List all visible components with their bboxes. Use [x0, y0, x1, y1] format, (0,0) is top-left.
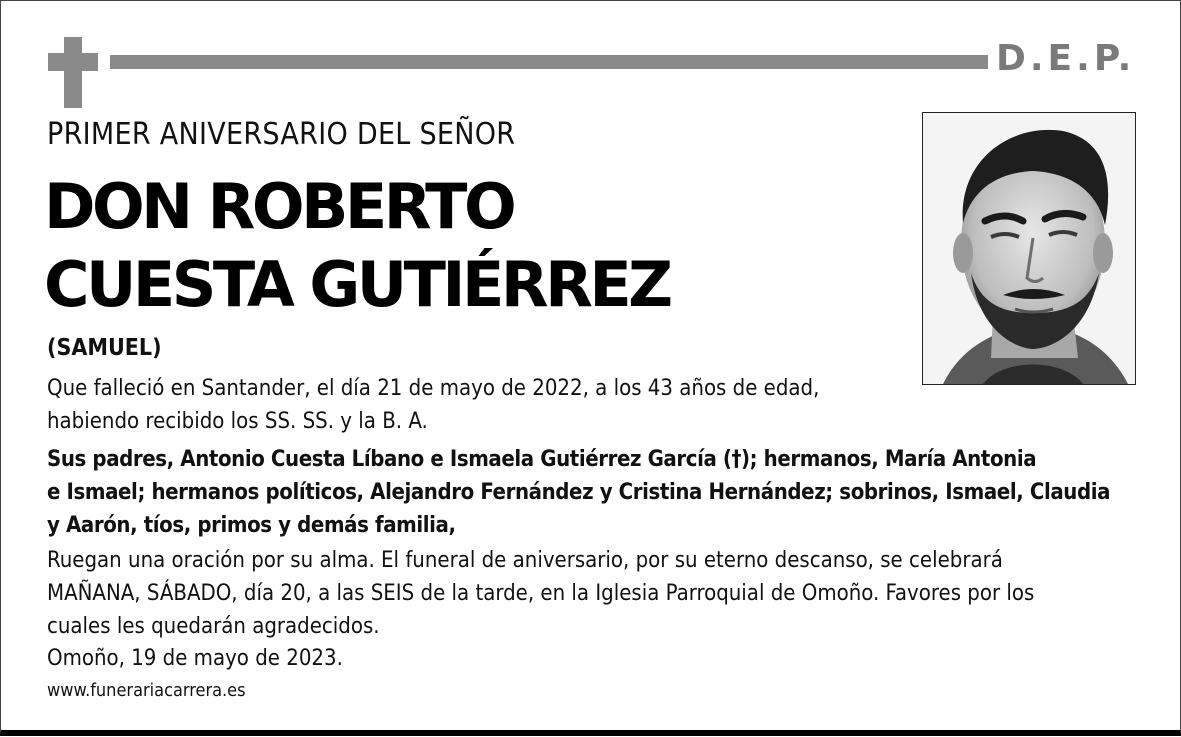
- request-line: Ruegan una oración por su alma. El funeral de aniversario, por su eterno descanso, se celebrará: [47, 548, 1003, 573]
- place-date: Omoño, 19 de mayo de 2023.: [47, 646, 343, 671]
- deceased-name: [44, 168, 670, 324]
- cross-icon-horizontal: [48, 53, 98, 71]
- family-line: y Aarón, tíos, primos y demás familia,: [47, 513, 456, 538]
- deceased-photo: [922, 112, 1136, 385]
- death-line: habiendo recibido los SS. SS. y la B. A.: [47, 409, 428, 434]
- death-line: Que falleció en Santander, el día 21 de mayo de 2022, a los 43 años de edad,: [47, 376, 820, 401]
- death-details: [47, 372, 819, 438]
- header-rule: [110, 55, 988, 69]
- website-link[interactable]: www.funerariacarrera.es: [47, 680, 246, 701]
- request-line: MAÑANA, SÁBADO, día 20, a las SEIS de la tarde, en la Iglesia Parroquial de Omoño. Favores por los: [47, 581, 1035, 606]
- dep-label: D.E.P.: [996, 38, 1136, 79]
- family-line: Sus padres, Antonio Cuesta Líbano e Ismaela Gutiérrez García (†); hermanos, María Antonia: [47, 447, 1037, 472]
- family-line: e Ismael; hermanos políticos, Alejandro Fernández y Cristina Hernández; sobrinos, Ismael, Claudia: [47, 480, 1111, 505]
- deceased-alias: (SAMUEL): [47, 335, 162, 361]
- request-line: cuales les quedarán agradecidos.: [47, 614, 380, 639]
- funeral-request: [47, 544, 1034, 643]
- cross-icon-vertical: [64, 37, 82, 108]
- notice-subtitle: PRIMER ANIVERSARIO DEL SEÑOR: [47, 117, 516, 152]
- deceased-name-line2: CUESTA GUTIÉRREZ: [44, 248, 670, 321]
- family-list: [47, 443, 1110, 542]
- deceased-name-line1: DON ROBERTO: [44, 170, 514, 243]
